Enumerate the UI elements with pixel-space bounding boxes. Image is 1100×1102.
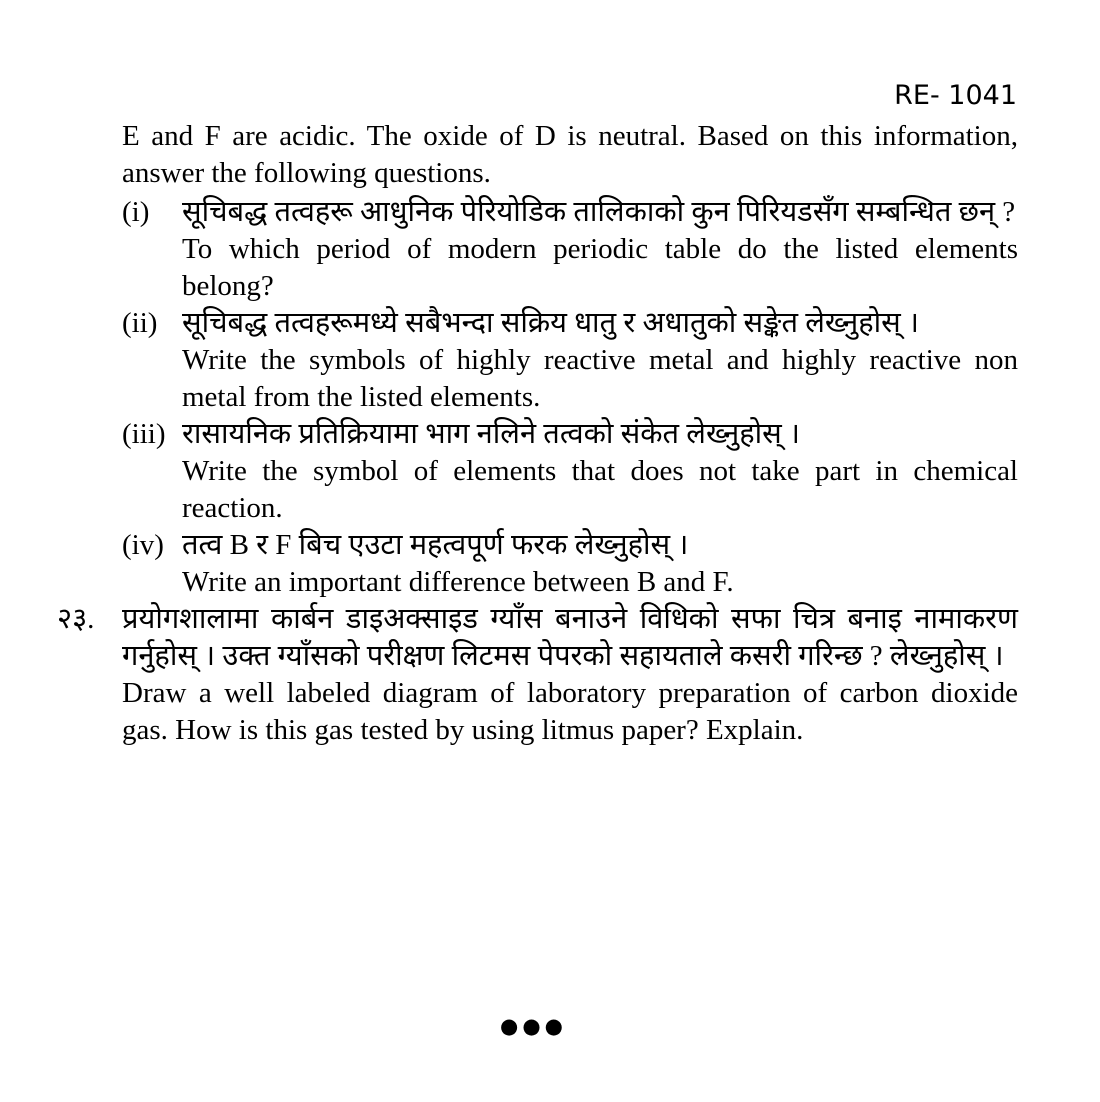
subquestion-marker: (i) (122, 196, 150, 228)
paper-code: RE- 1041 (894, 80, 1017, 111)
subquestion-iii (122, 416, 1018, 527)
question-block (57, 118, 1018, 749)
subquestion-nepali-text: सूचिबद्ध तत्वहरू आधुनिक पेरियोडिक तालिकाको कुन पिरियडसँग सम्बन्धित छन् ? (182, 196, 1016, 228)
subquestion-nepali-text: रासायनिक प्रतिक्रियामा भाग नलिने तत्वको संकेत लेख्नुहोस् । (182, 418, 800, 450)
subquestion-english-text: To which period of modern periodic table do the listed elements belong? (182, 233, 1018, 302)
question-23 (57, 601, 1018, 749)
section-end-dots: ●●● (500, 1014, 567, 1038)
intro-paragraph: E and F are acidic. The oxide of D is neutral. Based on this information, answer the following questions. (122, 120, 1018, 189)
subquestion-marker: (iii) (122, 418, 166, 450)
subquestion-i (122, 194, 1018, 305)
subquestion-english-text: Write the symbol of elements that does not take part in chemical reaction. (182, 455, 1018, 524)
subquestion-ii (122, 305, 1018, 416)
question-english-text: Draw a well labeled diagram of laboratory preparation of carbon dioxide gas. How is this gas tested by using litmus paper? Explain. (122, 677, 1018, 746)
question-number: २३. (57, 603, 95, 635)
subquestion-nepali-text: तत्व B र F बिच एउटा महत्वपूर्ण फरक लेख्नुहोस् । (182, 529, 689, 561)
subquestion-iv (122, 527, 1018, 601)
question-nepali-text: प्रयोगशालामा कार्बन डाइअक्साइड ग्याँस बनाउने विधिको सफा चित्र बनाइ नामाकरण गर्नुहोस् । उक्त ग्याँसको परीक्षण लिटमस पेपरको सहायताले कसरी गरिन्छ ? लेख्नुहोस् । (122, 603, 1018, 672)
subquestion-english-text: Write an important difference between B and F. (182, 566, 734, 598)
subquestion-marker: (iv) (122, 529, 164, 561)
subquestion-marker: (ii) (122, 307, 158, 339)
subquestion-english-text: Write the symbols of highly reactive metal and highly reactive non metal from the listed elements. (182, 344, 1018, 413)
subquestion-nepali-text: सूचिबद्ध तत्वहरूमध्ये सबैभन्दा सक्रिय धातु र अधातुको सङ्केत लेख्नुहोस् । (182, 307, 919, 339)
